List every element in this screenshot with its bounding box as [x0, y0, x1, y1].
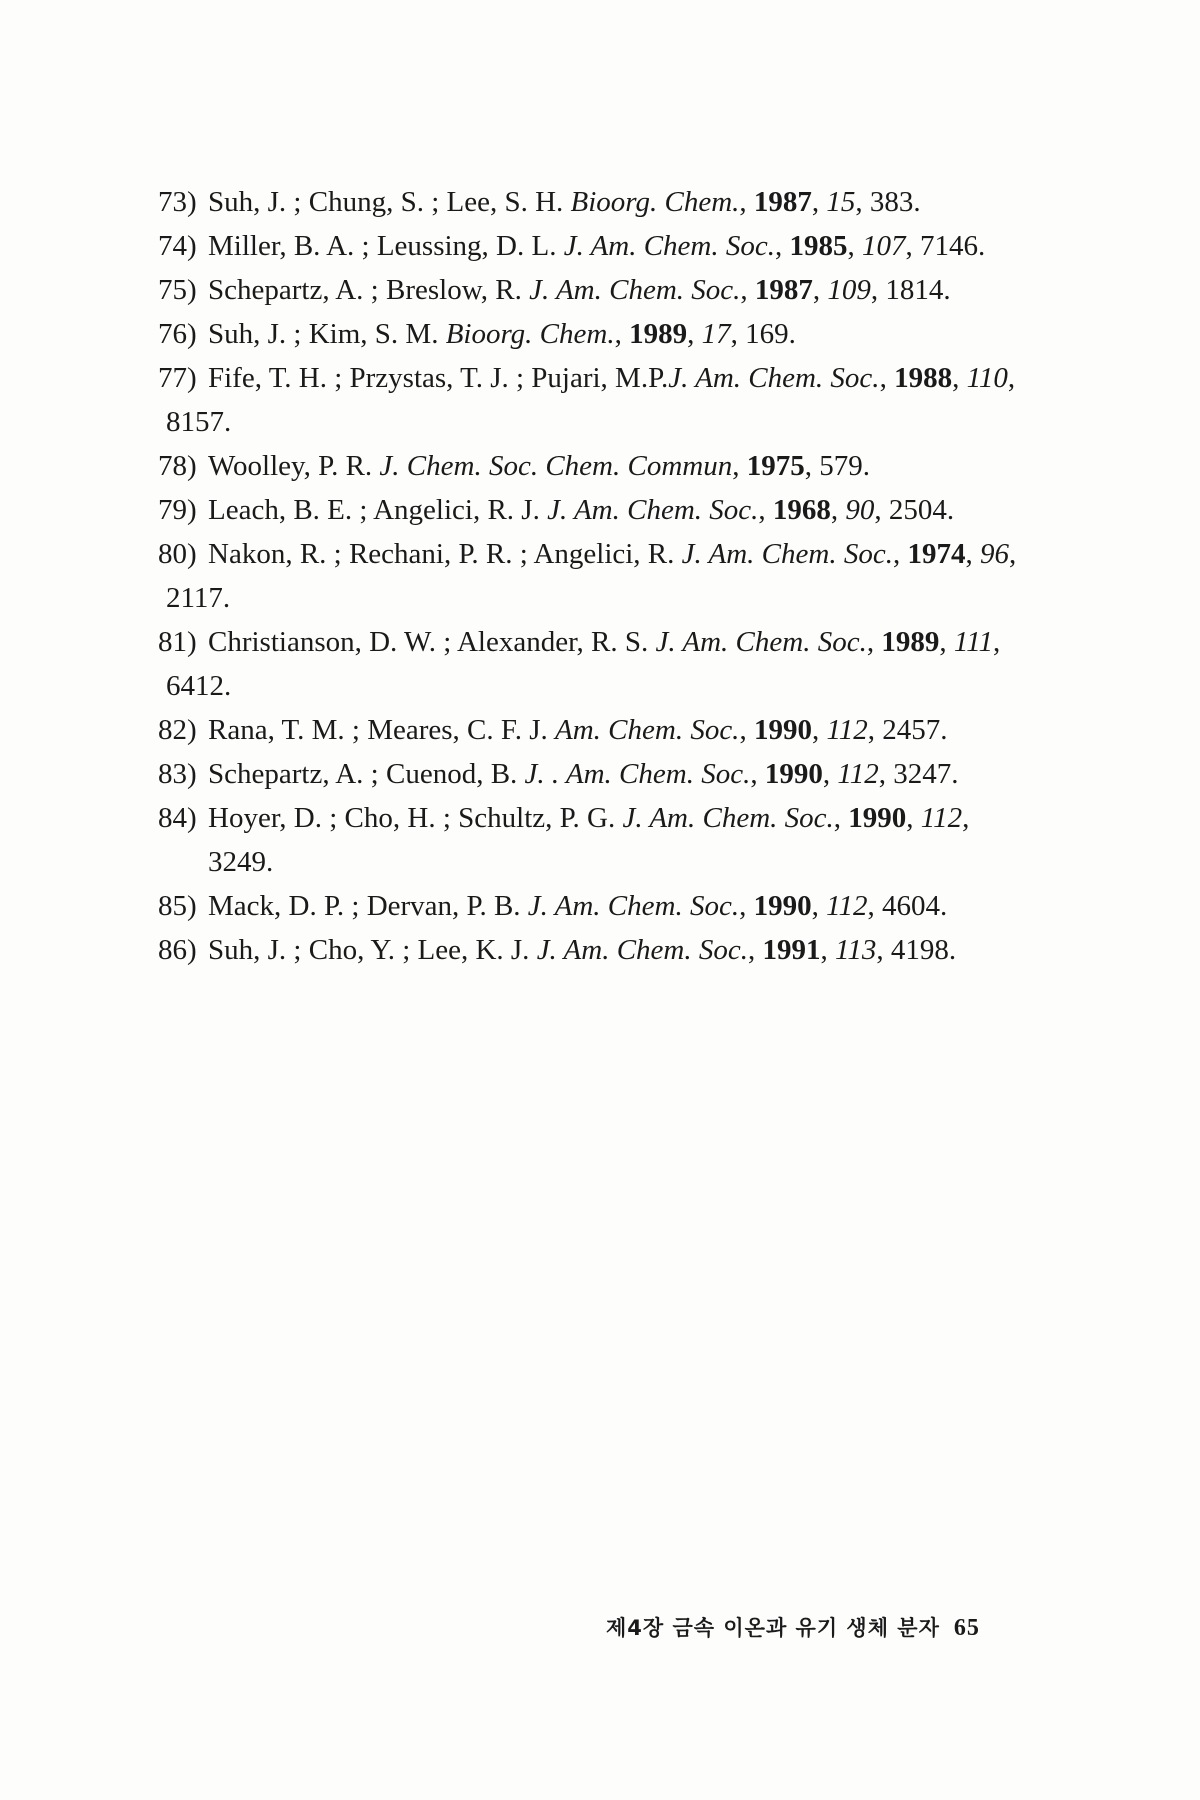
reference-pages: 2504.: [888, 494, 955, 526]
reference-pages: 8157.: [166, 406, 232, 438]
reference-item: [158, 444, 1038, 488]
reference-number: 83): [158, 758, 197, 790]
reference-pages: 4198.: [890, 934, 957, 966]
reference-journal: Bioorg. Chem.: [570, 186, 740, 218]
reference-item: [158, 752, 1038, 796]
reference-volume: 109: [827, 274, 871, 306]
reference-pages: 383.: [869, 186, 921, 218]
reference-journal: Am. Chem. Soc.: [555, 714, 740, 746]
reference-text: Leach, B. E. ; Angelici, R. J. J. Am. Chem. Soc., 1968, 90, 2504.: [208, 494, 955, 526]
reference-text: Miller, B. A. ; Leussing, D. L. J. Am. Chem. Soc., 1985, 107, 7146.: [208, 230, 986, 262]
reference-pages: 579.: [819, 450, 870, 482]
reference-authors: Mack, D. P. ; Dervan, P. B.: [208, 890, 528, 922]
reference-year: 1968: [772, 494, 831, 526]
reference-number: 75): [158, 274, 197, 306]
page-footer: [606, 1612, 980, 1642]
reference-number: 81): [158, 626, 197, 658]
reference-volume: 107: [862, 230, 906, 262]
reference-pages: 2457.: [882, 714, 948, 746]
reference-volume: 113: [834, 934, 877, 966]
reference-pages: 3247.: [893, 758, 959, 790]
reference-text: Mack, D. P. ; Dervan, P. B. J. Am. Chem. Soc., 1990, 112, 4604.: [208, 890, 948, 922]
reference-authors: Miller, B. A. ; Leussing, D. L.: [208, 230, 564, 262]
reference-authors: Suh, J. ; Chung, S. ; Lee, S. H.: [208, 186, 571, 218]
reference-number: 76): [158, 318, 197, 350]
reference-authors: Nakon, R. ; Rechani, P. R. ; Angelici, R.: [208, 538, 682, 570]
reference-authors: Fife, T. H. ; Przystas, T. J. ; Pujari, M.P.: [208, 362, 669, 394]
page-number: 65: [953, 1615, 980, 1641]
reference-journal: J. Am. Chem. Soc.: [529, 274, 741, 306]
reference-journal: J. Chem. Soc. Chem. Commun: [379, 450, 733, 482]
reference-number: 86): [158, 934, 197, 966]
reference-item: [158, 796, 1038, 884]
reference-volume: 15: [826, 186, 856, 218]
reference-item: [158, 532, 1038, 620]
reference-item: [158, 620, 1038, 708]
reference-journal: J. Am. Chem. Soc.: [527, 890, 740, 922]
reference-item: [158, 708, 1038, 752]
reference-authors: Leach, B. E. ; Angelici, R. J.: [208, 494, 548, 526]
reference-number: 77): [158, 362, 197, 394]
reference-number: 73): [158, 186, 197, 218]
reference-pages: 6412.: [166, 670, 232, 702]
reference-year: 1974: [907, 538, 966, 570]
reference-volume: 112: [826, 714, 868, 746]
reference-year: 1985: [789, 230, 848, 262]
reference-volume: 112: [826, 890, 868, 922]
reference-volume: 112: [920, 802, 963, 834]
reference-pages: 7146.: [920, 230, 986, 262]
reference-text: Suh, J. ; Chung, S. ; Lee, S. H. Bioorg. Chem., 1987, 15, 383.: [208, 186, 921, 218]
reference-authors: Schepartz, A. ; Breslow, R.: [208, 274, 530, 306]
reference-text: Hoyer, D. ; Cho, H. ; Schultz, P. G. J. Am. Chem. Soc., 1990, 112, 3249.: [208, 802, 970, 878]
reference-year: 1990: [753, 714, 812, 746]
chapter-title: 제4장 금속 이온과 유기 생체 분자: [606, 1616, 940, 1640]
reference-journal: J. Am. Chem. Soc.: [668, 362, 880, 394]
reference-text: Schepartz, A. ; Cuenod, B. J. . Am. Chem. Soc., 1990, 112, 3247.: [208, 758, 959, 790]
reference-authors: Suh, J. ; Cho, Y. ; Lee, K. J.: [208, 934, 537, 966]
reference-journal: Bioorg. Chem.: [445, 318, 615, 350]
reference-year: 1975: [746, 450, 805, 482]
reference-authors: Rana, T. M. ; Meares, C. F. J.: [208, 714, 555, 746]
reference-pages: 169.: [745, 318, 796, 350]
reference-text: Suh, J. ; Cho, Y. ; Lee, K. J. J. Am. Chem. Soc., 1991, 113, 4198.: [208, 934, 957, 966]
reference-item: [158, 356, 1038, 444]
reference-pages: 1814.: [885, 274, 951, 306]
reference-text: Nakon, R. ; Rechani, P. R. ; Angelici, R. J. Am. Chem. Soc., 1974, 96, 2117.: [208, 532, 1038, 620]
reference-journal: J. Am. Chem. Soc.: [547, 494, 759, 526]
reference-number: 85): [158, 890, 197, 922]
reference-journal: J. Am. Chem. Soc.: [563, 230, 775, 262]
reference-item: [158, 224, 1038, 268]
reference-pages: 4604.: [881, 890, 948, 922]
reference-text: Rana, T. M. ; Meares, C. F. J. Am. Chem. Soc., 1990, 112, 2457.: [208, 714, 948, 746]
reference-year: 1990: [753, 890, 812, 922]
reference-text: Fife, T. H. ; Przystas, T. J. ; Pujari, M.P.J. Am. Chem. Soc., 1988, 110, 8157.: [208, 356, 1038, 444]
reference-number: 74): [158, 230, 197, 262]
reference-number: 84): [158, 802, 197, 834]
reference-authors: Schepartz, A. ; Cuenod, B.: [208, 758, 525, 790]
reference-year: 1989: [881, 626, 940, 658]
reference-volume: 111: [953, 626, 994, 658]
reference-journal: J. Am. Chem. Soc.: [681, 538, 893, 570]
reference-number: 78): [158, 450, 197, 482]
reference-volume: 90: [845, 494, 875, 526]
reference-number: 82): [158, 714, 197, 746]
reference-year: 1987: [754, 274, 813, 306]
reference-text: Christianson, D. W. ; Alexander, R. S. J. Am. Chem. Soc., 1989, 111, 6412.: [208, 620, 1038, 708]
reference-item: [158, 268, 1038, 312]
reference-authors: Woolley, P. R.: [208, 450, 380, 482]
reference-item: [158, 180, 1038, 224]
reference-journal: J. Am. Chem. Soc.: [655, 626, 867, 658]
reference-item: [158, 928, 1038, 972]
reference-volume: 110: [966, 362, 1008, 394]
reference-number: 79): [158, 494, 197, 526]
reference-volume: 96: [979, 538, 1009, 570]
reference-year: 1990: [764, 758, 823, 790]
reference-list: [158, 180, 1038, 972]
reference-year: 1988: [894, 362, 953, 394]
reference-text: Schepartz, A. ; Breslow, R. J. Am. Chem. Soc., 1987, 109, 1814.: [208, 274, 951, 306]
reference-text: Suh, J. ; Kim, S. M. Bioorg. Chem., 1989, 17, 169.: [208, 318, 796, 350]
reference-journal: J. Am. Chem. Soc.: [622, 802, 834, 834]
reference-journal: J. Am. Chem. Soc.: [536, 934, 748, 966]
reference-year: 1987: [753, 186, 812, 218]
reference-item: [158, 312, 1038, 356]
reference-authors: Christianson, D. W. ; Alexander, R. S.: [208, 626, 656, 658]
reference-authors: Suh, J. ; Kim, S. M.: [208, 318, 446, 350]
reference-item: [158, 884, 1038, 928]
reference-year: 1989: [629, 318, 688, 350]
reference-text: Woolley, P. R. J. Chem. Soc. Chem. Commun, 1975, 579.: [208, 450, 870, 482]
reference-journal: J. . Am. Chem. Soc.: [524, 758, 751, 790]
reference-item: [158, 488, 1038, 532]
reference-authors: Hoyer, D. ; Cho, H. ; Schultz, P. G.: [208, 802, 623, 834]
reference-pages: 3249.: [208, 846, 274, 878]
reference-pages: 2117.: [166, 582, 231, 614]
reference-number: 80): [158, 538, 197, 570]
reference-volume: 112: [837, 758, 879, 790]
reference-volume: 17: [701, 318, 731, 350]
reference-year: 1991: [762, 934, 821, 966]
reference-year: 1990: [848, 802, 907, 834]
